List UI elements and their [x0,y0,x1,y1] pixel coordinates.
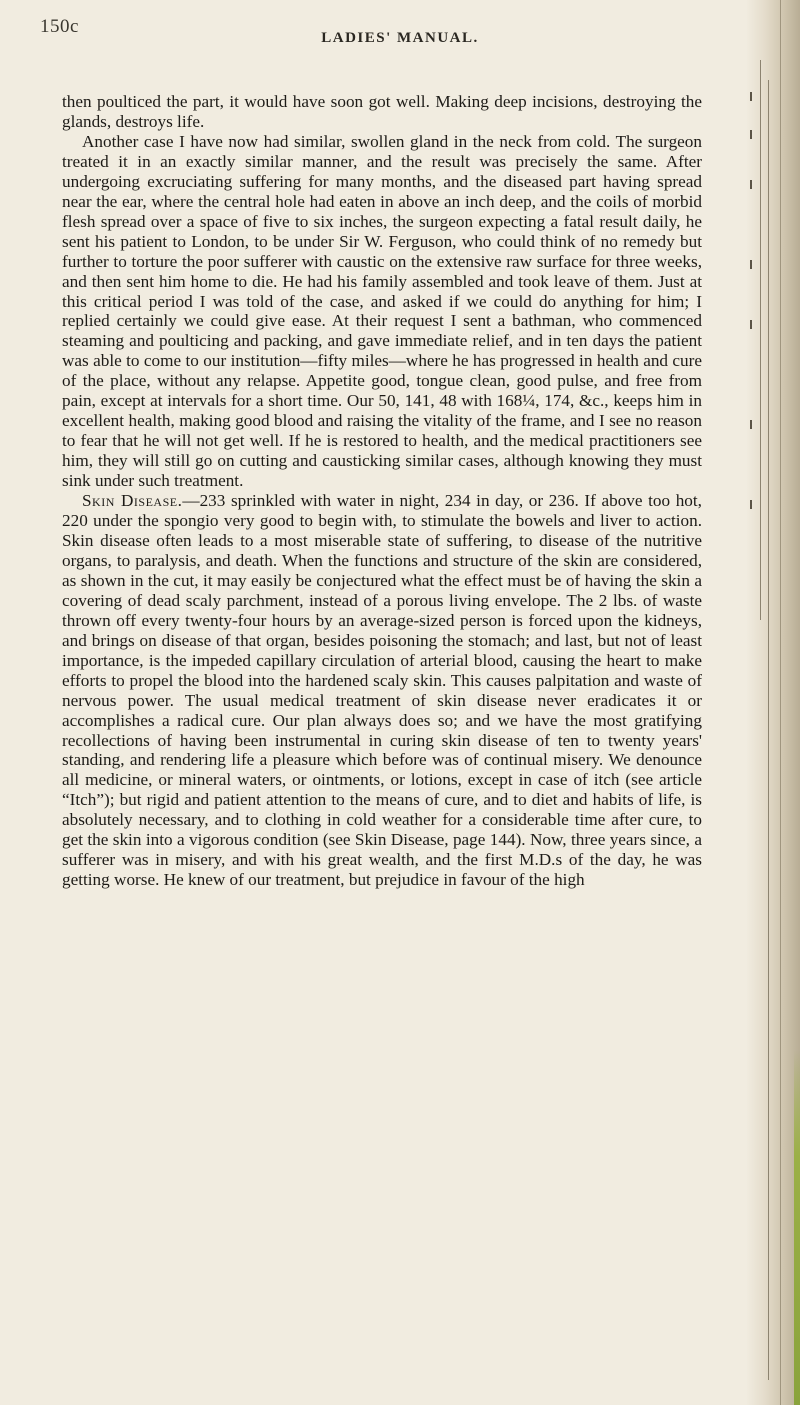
section-heading-skin-disease: Skin Disease. [82,491,183,511]
edge-mark [750,130,752,139]
edge-mark [750,92,752,101]
edge-mark [750,260,752,269]
edge-mark [750,500,752,509]
page-edge-line [768,80,769,1380]
paragraph-3 [62,491,702,890]
edge-mark [750,420,752,429]
paragraph-text: then poulticed the part, it would have soon got well. Making deep incisions, destroying the glands, destroys life. [62,92,702,131]
paragraph-2 [62,132,702,491]
edge-mark [750,180,752,189]
page-edge-tint [794,1050,800,1405]
page-number: 150c [40,16,79,37]
book-binding-edge [746,0,800,1405]
paragraph-text: Another case I have now had similar, swollen gland in the neck from cold. The surgeon treated it in an exactly similar manner, and the result was precisely the same. After undergoing excruciating suffering for many months, and the diseased part having spread near the ear, where the central hole had eaten in above an inch deep, and the coils of morbid flesh spread over a space of five to six inches, the surgeon expecting a fatal result daily, he sent his patient to London, to be under Sir W. Ferguson, who could think of no remedy but further to torture the poor sufferer with caustic on the extensive raw surface for three weeks, and then sent him home to die. He had his family assembled and took leave of them. Just at this critical period I was told of the case, and asked if we could do anything for him; I replied certainly we could give ease. At their request I sent a bathman, who commenced steaming and poulticing and packing, and gave immediate relief, and in ten days the patient was able to come to our institution—fifty miles—where he has progressed in health and cure of the place, without any relapse. Appetite good, tongue clean, good pulse, and free from pain, except at intervals for a short time. Our 50, 141, 48 with 168¼, 174, &c., keeps him in excellent health, making good blood and raising the vitality of the frame, and I see no reason to fear that he will not get well. If he is restored to health, and the medical practitioners see him, they will still go on cutting and causticking similar cases, although knowing they must sink under such treatment. [62,131,702,491]
paragraph-1 [62,92,702,132]
page-edge-line [780,0,781,1405]
paragraph-text: —233 sprinkled with water in night, 234 in day, or 236. If above too hot, 220 under the spongio very good to begin with, to stimulate the bowels and liver to action. Skin disease often leads to a most miserable state of suffering, to disease of the nutritive organs, to paralysis, and death. When the functions and structure of the skin are considered, as shown in the cut, it may easily be conjectured what the effect must be of having the skin a covering of dead scaly parchment, instead of a porous living envelope. The 2 lbs. of waste thrown off every twenty-four hours by an average-sized person is forced upon the kidneys, and brings on disease of that organ, besides poisoning the stomach; and last, but not of least importance, is the impeded capillary circulation of arterial blood, causing the heart to make efforts to propel the blood into the hardened scaly skin. This causes palpitation and waste of nervous power. The usual medical treatment of skin disease never eradicates it or accomplishes a radical cure. Our plan always does so; and we have the most gratifying recollections of having been instrumental in curing skin disease of ten to twenty years' standing, and rendering life a pleasure which before was of continual misery. We denounce all medicine, or mineral waters, or ointments, or lotions, except in case of itch (see article “Itch”); but rigid and patient attention to the means of cure, and to diet and habits of life, is absolutely necessary, and to clothing in cold weather for a considerable time after cure, to get the skin into a vigorous condition (see Skin Disease, page 144). Now, three years since, a sufferer was in misery, and with his great wealth, and the first M.D.s of the day, he was getting worse. He knew of our treatment, but prejudice in favour of the high [62,491,702,890]
page-edge-line [760,60,761,620]
edge-mark [750,320,752,329]
running-title: LADIES' MANUAL. [321,30,479,46]
page-body [62,92,702,890]
